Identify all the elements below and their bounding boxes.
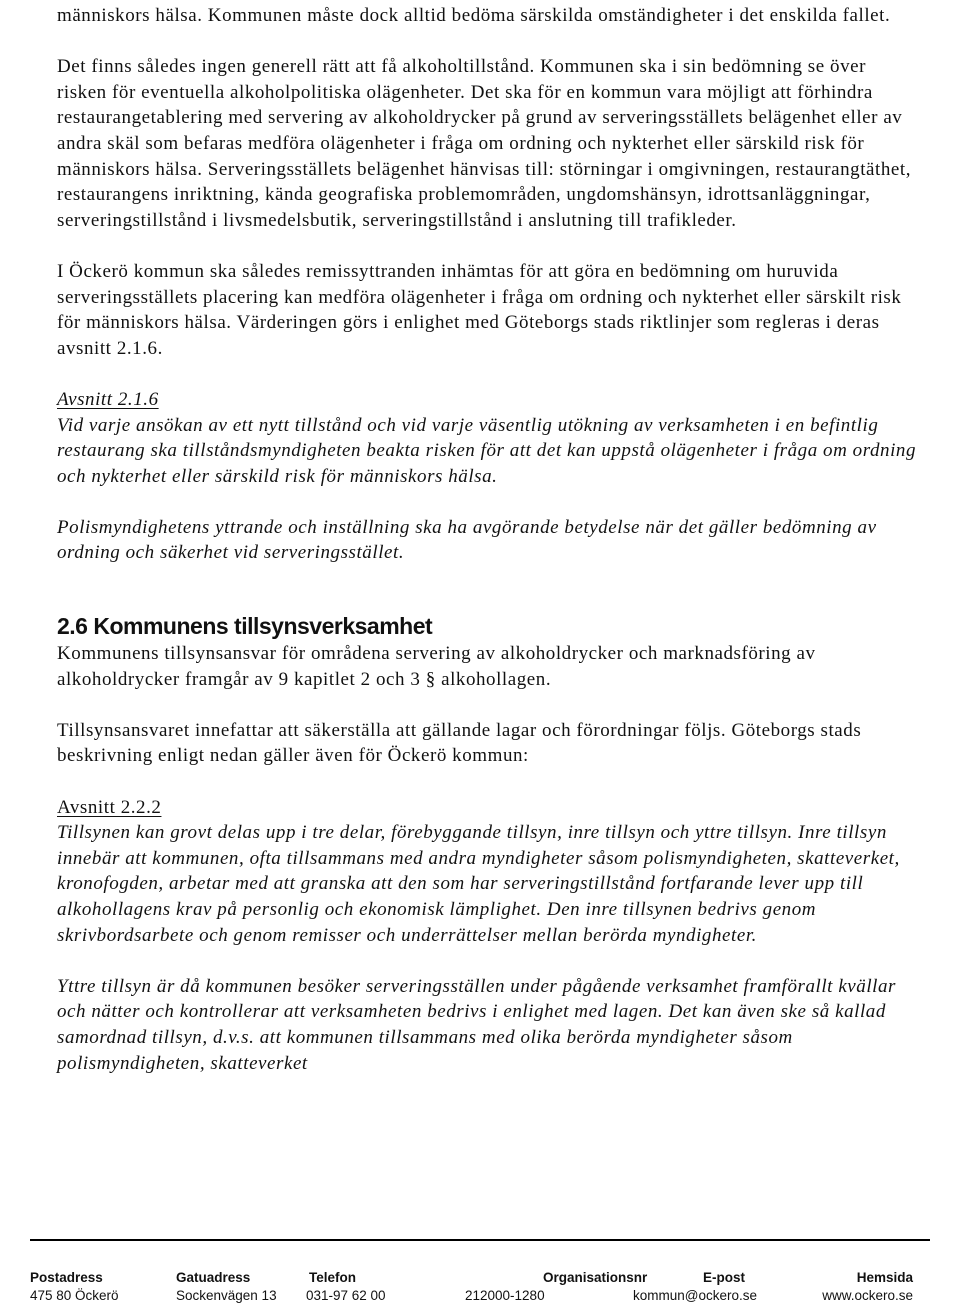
footer-divider: [30, 1239, 930, 1241]
footer-epost[interactable]: kommun@ockero.se: [633, 1288, 757, 1303]
paragraph-no-general-right: Det finns således ingen generell rätt att få alkoholtillstånd. Kommunen ska i sin bedömning se över risken för eventuella alkoholpolitiska olägenheter. Det ska för en kommun vara möjligt att förhindra restaurangetablering med servering av alkoholdrycker på grund av serveringsställets belägenhet eller av andra skäl som befaras medföra olägenheter i fråga om ordning och nykterhet eller särskild risk för människors hälsa. Serveringsställets belägenhet hänvisas till: störningar i omgivningen, restaurangtäthet, restaurangens inriktning, kända geografiska problemområden, ungdomshänsyn, idrottsanläggningar, serveringstillstånd i livsmedelsbutik, serveringstillstånd i anslutning till trafikleder.: [57, 56, 912, 231]
quote-heading-2-1-6: Avsnitt 2.1.6: [57, 388, 159, 410]
quote-body-2-2-2: Tillsynen kan grovt delas upp i tre delar, förebyggande tillsyn, inre tillsyn och yttre tillsyn. Inre tillsyn innebär att kommunen, ofta tillsammans med andra myndigheter såsom polismyndigheten, skatteverket, kronofogden, arbetar med att granska att den som har serveringstillstånd fortfarande lever upp till alkohollagens krav på personlig och ekonomisk lämplighet. Den inre tillsynen bedrivs genom skrivbordsarbete och genom remisser och underrättelser mellan berörda myndigheter.: [57, 822, 900, 946]
footer-orgnr: 212000-1280: [465, 1288, 545, 1303]
paragraph-ockero-assessment: I Öckerö kommun ska således remissyttranden inhämtas för att göra en bedömning om huruvida serveringsställets placering kan medföra olägenheter i fråga om ordning och nykterhet eller särskilt risk för människors hälsa. Värderingen görs i enlighet med Göteborgs stads riktlinjer som regleras i deras avsnitt 2.1.6.: [57, 260, 902, 359]
footer-label-orgnr: Organisationsnr: [543, 1270, 648, 1285]
document-body: [57, 0, 917, 1076]
quote-police-statement: Polismyndighetens yttrande och inställning ska ha avgörande betydelse när det gäller bedömning av ordning och säkerhet vid serveringsstället.: [57, 516, 877, 564]
paragraph-supervision-scope: Tillsynsansvaret innefattar att säkerställa att gällande lagar och förordningar följs. Göteborgs stads beskrivning enligt nedan gäller även för Öckerö kommun:: [57, 719, 862, 767]
paragraph-intro-end: människors hälsa. Kommunen måste dock alltid bedöma särskilda omständigheter i det enskilda fallet.: [57, 5, 891, 26]
footer-hemsida[interactable]: www.ockero.se: [822, 1288, 913, 1303]
footer-label-hemsida: Hemsida: [856, 1270, 913, 1285]
footer-label-telefon: Telefon: [309, 1270, 356, 1285]
quote-body-2-1-6: Vid varje ansökan av ett nytt tillstånd och vid varje väsentlig utökning av verksamheten i en befintlig restaurang ska tillståndsmyndigheten beakta risken för att det kan uppstå olägenheter i fråga om ordning och nykterhet eller särskild risk för människors hälsa.: [57, 414, 916, 487]
paragraph-supervision-responsibility: Kommunens tillsynsansvar för områdena servering av alkoholdrycker och marknadsföring av alkoholdrycker framgår av 9 kapitlet 2 och 3 § alkohollagen.: [57, 643, 816, 690]
footer-postadress: 475 80 Öckerö: [30, 1288, 119, 1303]
footer-label-postadress: Postadress: [30, 1270, 103, 1285]
quote-heading-2-2-2: Avsnitt 2.2.2: [57, 796, 162, 818]
footer-label-epost: E-post: [703, 1270, 745, 1285]
footer-telefon: 031-97 62 00: [306, 1288, 386, 1303]
section-heading: 2.6 Kommunens tillsynsverksamhet: [57, 613, 433, 640]
footer-label-gatuadress: Gatuadress: [176, 1270, 251, 1285]
footer-gatuadress: Sockenvägen 13: [176, 1288, 277, 1303]
quote-external-supervision: Yttre tillsyn är då kommunen besöker serveringsställen under pågående verksamhet framförallt kvällar och nätter och kontrollerar att verksamheten bedrivs i enlighet med lagen. Det kan även ske så kallad samordnad tillsyn, d.v.s. att kommunen tillsammans med olika berörda myndigheter såsom polismyndigheten, skatteverket: [57, 975, 896, 1074]
